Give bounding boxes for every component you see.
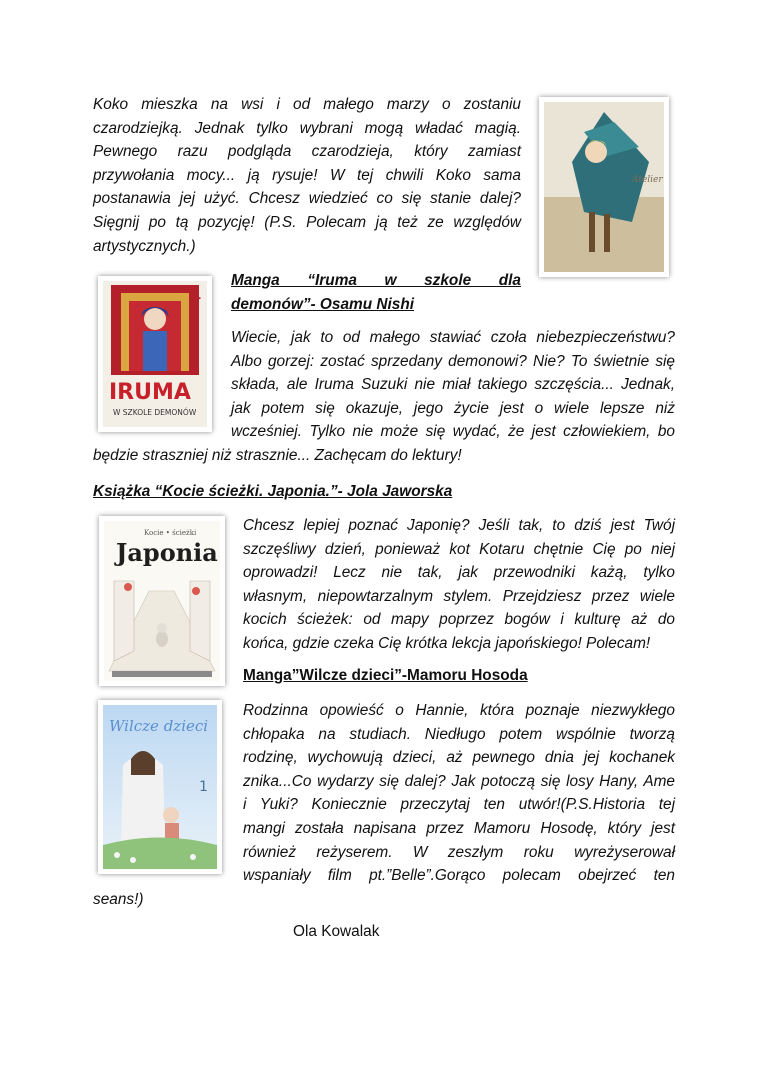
text-line: szczęśliwy dzień, ponieważ kot Kotaru chętnie Cię po niej	[243, 540, 675, 558]
atelier-cover-image	[539, 97, 669, 277]
wilcze-last-line: seans!)	[93, 891, 144, 908]
cover-title: Wilcze dzieci	[109, 717, 209, 735]
text-line: mangi została napisana przez Mamoru Hosodę, który jest	[243, 819, 675, 837]
wilcze-cover-image	[98, 700, 222, 874]
text-line: czarodziejką. Jednak tylko wybrani mogą władać magią.	[93, 119, 521, 137]
text-line: Sięgnij po tą pozycję! (P.S. Polecam ją też ze względów	[93, 213, 521, 231]
cover-title: IRUMA	[109, 380, 191, 405]
svg-text:Atelier: Atelier	[632, 175, 663, 185]
text-line: kocich ścieżek: od mapy poprzez bogów i kulturę aż do	[243, 611, 675, 629]
text-line: oprowadzi! Lecz nie tak, jak przewodniki każą, tylko	[243, 564, 675, 582]
heading-line: Manga “Iruma w szkole dla	[231, 272, 521, 289]
text-line: Koko mieszka na wsi i od małego marzy o zostaniu	[93, 96, 521, 113]
text-line: chłopaka na studiach. Niedługo potem wspólnie tworzą	[243, 725, 675, 743]
cover-series: Kocie • ścieżki	[144, 529, 197, 537]
cover-number: 1	[193, 288, 202, 302]
wilcze-heading: Manga”Wilcze dzieci”-Mamoru Hosoda	[243, 667, 528, 684]
text-line: wspaniały film pt.”Belle”.Gorąco polecam obejrzeć ten	[243, 867, 675, 885]
wilcze-paragraph	[243, 699, 675, 888]
text-line: Rodzinna opowieść o Hannie, która poznaje niezwykłego	[243, 702, 675, 719]
text-line: końca, gdzie czeka Cię krótka lekcja japońskiego! Polecam!	[243, 634, 651, 652]
text-line: Albo gorzej: zostać sprzedany demonowi? Nie? To świetnie się	[231, 352, 675, 370]
japonia-paragraph	[243, 514, 675, 656]
text-line: Wiecie, jak to od małego stawiać czoła niebezpieczeństwu?	[231, 329, 675, 346]
text-line: i Yuki? Koniecznie przeczytaj ten utwór!(P.S.Historia tej	[243, 796, 675, 814]
text-line: postanawia jej użyć. Chcesz wiedzieć co się stanie dalej?	[93, 190, 521, 208]
text-line: artystycznych.)	[93, 237, 196, 255]
iruma-cover-image	[98, 276, 212, 432]
text-line: jak potem się okazuje, jego życie jest o wiele lepsze niż	[231, 399, 675, 417]
japonia-cover-image	[99, 516, 225, 686]
cover-title: Japonia	[116, 538, 218, 567]
japonia-heading: Książka “Kocie ścieżki. Japonia.”- Jola Jaworska	[93, 483, 453, 500]
text-line: składa, ale Iruma Suzuki nie miał takiego szczęścia... Jednak,	[231, 376, 675, 394]
koko-paragraph	[93, 93, 521, 258]
text-line: Pewnego razu podgląda czarodzieja, który zamiast	[93, 143, 521, 161]
iruma-heading	[231, 269, 521, 316]
iruma-paragraph	[231, 326, 675, 444]
text-line: również reżyserem. W zeszłym roku wyreżyserował	[243, 843, 675, 861]
iruma-last-line: będzie straszniej niż strasznie... Zachęcam do lektury!	[93, 447, 462, 464]
text-line: wcześniej. Tylko nie może się wydać, że jest człowiekiem, bo	[231, 423, 675, 441]
cover-subtitle: W SZKOLE DEMONÓW	[113, 408, 197, 417]
cover-number: 1	[199, 779, 208, 795]
text-line: własnym, niepowtarzalnym stylem. Przejdziesz przez wiele	[243, 587, 675, 605]
text-line: przywołania mocy... ją rysuje! W tej chwili Koko sama	[93, 166, 521, 184]
author-signature: Ola Kowalak	[293, 923, 380, 940]
heading-line: demonów”- Osamu Nishi	[231, 295, 414, 313]
text-line: znika...Co wydarzy się dalej? Jak potoczą się losy Hany, Ame	[243, 772, 675, 790]
text-line: rodzinę, wychowują dzieci, aż pewnego dnia jej kochanek	[243, 749, 675, 767]
text-line: Chcesz lepiej poznać Japonię? Jeśli tak, to dziś jest Twój	[243, 517, 675, 534]
